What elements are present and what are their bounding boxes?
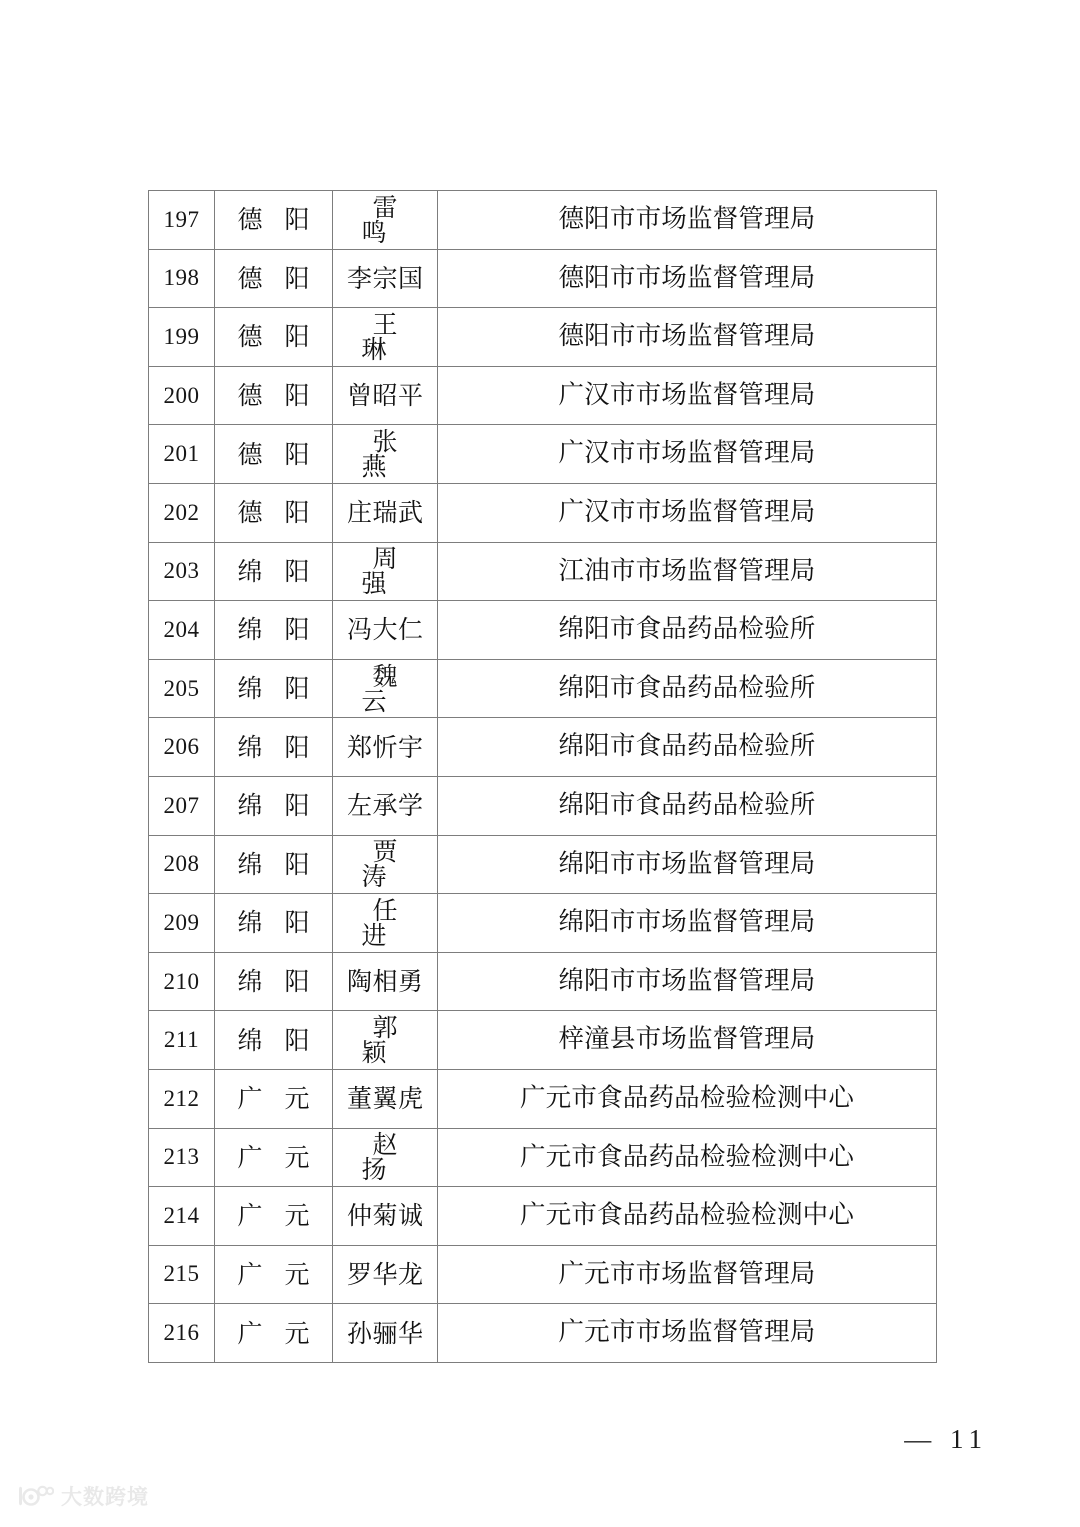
cell-serial-number-text: 202 (163, 499, 200, 525)
roster-table-container (148, 190, 936, 1363)
cell-organization-text: 绵阳市食品药品检验所 (558, 789, 816, 820)
cell-serial-number (149, 366, 215, 425)
cell-city-text: 德阳 (237, 322, 332, 352)
table-row (149, 601, 937, 660)
cell-person-name-text: 雷鸣 (361, 192, 420, 247)
table-row (149, 1304, 937, 1363)
cell-organization-text: 绵阳市市场监督管理局 (558, 848, 816, 879)
cell-serial-number-text: 213 (163, 1144, 200, 1170)
cell-serial-number (149, 1187, 215, 1246)
cell-city-text: 绵阳 (237, 791, 332, 821)
cell-person-name-text: 董翼虎 (346, 1084, 424, 1114)
table-row (149, 542, 937, 601)
cell-city (215, 894, 333, 953)
table-row (149, 1128, 937, 1187)
cell-city (215, 542, 333, 601)
cell-serial-number-text: 200 (163, 382, 200, 408)
cell-city-text: 绵阳 (237, 615, 332, 645)
cell-organization (438, 718, 937, 777)
cell-person-name-text: 陶相勇 (346, 967, 424, 997)
cell-serial-number (149, 191, 215, 250)
cell-city-text: 广元 (237, 1084, 332, 1114)
cell-serial-number-text: 204 (163, 616, 200, 642)
cell-organization (438, 308, 937, 367)
cell-city (215, 308, 333, 367)
cell-city (215, 659, 333, 718)
cell-organization-text: 绵阳市市场监督管理局 (558, 907, 816, 938)
table-row (149, 1011, 937, 1070)
table-row (149, 718, 937, 777)
cell-organization-text: 绵阳市食品药品检验所 (558, 731, 816, 762)
cell-person-name-text: 贾涛 (361, 837, 420, 892)
cell-person-name-text: 张燕 (361, 427, 420, 482)
cell-organization-text: 广汉市市场监督管理局 (558, 497, 816, 528)
cell-person-name-text: 王琳 (361, 309, 420, 364)
cell-city (215, 718, 333, 777)
cell-person-name-text: 庄瑞武 (346, 498, 424, 528)
cell-person-name-text: 冯大仁 (346, 615, 424, 645)
cell-person-name (333, 308, 438, 367)
cell-city-text: 绵阳 (237, 674, 332, 704)
cell-person-name (333, 1128, 438, 1187)
cell-city (215, 366, 333, 425)
cell-organization (438, 601, 937, 660)
cell-city-text: 绵阳 (237, 556, 332, 586)
cell-city (215, 835, 333, 894)
cell-organization (438, 894, 937, 953)
cell-organization-text: 绵阳市食品药品检验所 (558, 672, 816, 703)
cell-organization (438, 659, 937, 718)
cell-city-text: 德阳 (237, 205, 332, 235)
cell-serial-number (149, 1069, 215, 1128)
cell-serial-number (149, 835, 215, 894)
cell-organization (438, 1128, 937, 1187)
cell-city (215, 249, 333, 308)
cell-person-name (333, 1245, 438, 1304)
cell-city-text: 广元 (237, 1201, 332, 1231)
cell-organization-text: 广元市食品药品检验检测中心 (519, 1200, 855, 1231)
cell-serial-number-text: 198 (163, 265, 200, 291)
table-row (149, 308, 937, 367)
cell-organization-text: 广汉市市场监督管理局 (558, 379, 816, 410)
cell-organization-text: 绵阳市市场监督管理局 (558, 965, 816, 996)
cell-serial-number (149, 542, 215, 601)
cell-city-text: 绵阳 (237, 908, 332, 938)
cell-person-name-text: 左承学 (346, 791, 424, 821)
watermark (16, 1481, 149, 1511)
cell-organization (438, 1245, 937, 1304)
cell-city (215, 1187, 333, 1246)
cell-city-text: 德阳 (237, 498, 332, 528)
cell-serial-number-text: 214 (163, 1202, 200, 1228)
cell-city-text: 绵阳 (237, 967, 332, 997)
cell-city-text: 德阳 (237, 439, 332, 469)
cell-person-name (333, 952, 438, 1011)
cell-organization (438, 366, 937, 425)
watermark-label: 大数跨境 (61, 1485, 149, 1509)
cell-city (215, 425, 333, 484)
cell-city-text: 绵阳 (237, 732, 332, 762)
cell-city-text: 广元 (237, 1259, 332, 1289)
cell-serial-number (149, 308, 215, 367)
cell-serial-number-text: 215 (163, 1261, 200, 1287)
cell-city (215, 191, 333, 250)
cell-city-text: 德阳 (237, 381, 332, 411)
cell-city (215, 1245, 333, 1304)
cell-serial-number-text: 205 (163, 675, 200, 701)
cell-serial-number-text: 212 (163, 1085, 200, 1111)
cell-serial-number (149, 659, 215, 718)
cell-serial-number (149, 249, 215, 308)
cell-serial-number-text: 210 (163, 968, 200, 994)
roster-table-body (149, 191, 937, 1363)
cell-organization-text: 广元市食品药品检验检测中心 (519, 1141, 855, 1172)
cell-city (215, 1011, 333, 1070)
cell-serial-number-text: 216 (163, 1320, 200, 1346)
cell-city (215, 776, 333, 835)
cell-serial-number-text: 211 (163, 1027, 200, 1053)
cell-serial-number (149, 1128, 215, 1187)
cell-organization (438, 835, 937, 894)
cell-organization-text: 德阳市市场监督管理局 (558, 204, 816, 235)
cell-organization-text: 德阳市市场监督管理局 (558, 262, 816, 293)
cell-serial-number (149, 425, 215, 484)
cell-person-name (333, 1304, 438, 1363)
cell-person-name (333, 718, 438, 777)
cell-person-name (333, 483, 438, 542)
cell-person-name (333, 1011, 438, 1070)
cell-person-name (333, 366, 438, 425)
cell-person-name (333, 191, 438, 250)
cell-person-name (333, 835, 438, 894)
cell-person-name (333, 776, 438, 835)
cell-city (215, 952, 333, 1011)
cell-city (215, 483, 333, 542)
table-row (149, 659, 937, 718)
table-row (149, 952, 937, 1011)
page-number: — 11 (904, 1424, 988, 1454)
cell-person-name-text: 罗华龙 (346, 1259, 424, 1289)
cell-organization-text: 广元市市场监督管理局 (558, 1317, 816, 1348)
table-row (149, 1069, 937, 1128)
cell-serial-number (149, 1011, 215, 1070)
cell-person-name (333, 894, 438, 953)
cell-person-name-text: 李宗国 (346, 263, 424, 293)
cell-organization (438, 1187, 937, 1246)
cell-city-text: 广元 (237, 1142, 332, 1172)
cell-organization-text: 梓潼县市场监督管理局 (558, 1024, 816, 1055)
cell-person-name-text: 郑忻宇 (346, 732, 424, 762)
cell-city (215, 601, 333, 660)
cell-organization-text: 江油市市场监督管理局 (558, 555, 816, 586)
cell-organization-text: 广元市市场监督管理局 (558, 1258, 816, 1289)
cell-serial-number-text: 203 (163, 558, 200, 584)
cell-person-name-text: 任进 (361, 895, 420, 950)
cell-organization (438, 1304, 937, 1363)
roster-table (148, 190, 937, 1363)
cell-serial-number-text: 206 (163, 734, 200, 760)
cell-person-name (333, 1187, 438, 1246)
cell-organization-text: 德阳市市场监督管理局 (558, 321, 816, 352)
table-row (149, 425, 937, 484)
cell-person-name-text: 郭颖 (361, 1013, 420, 1068)
cell-serial-number (149, 776, 215, 835)
eye-logo-icon (16, 1485, 54, 1507)
table-row (149, 894, 937, 953)
cell-organization-text: 广汉市市场监督管理局 (558, 438, 816, 469)
cell-person-name (333, 425, 438, 484)
cell-organization (438, 1069, 937, 1128)
cell-serial-number (149, 894, 215, 953)
cell-city (215, 1069, 333, 1128)
cell-person-name-text: 赵扬 (361, 1130, 420, 1185)
table-row (149, 483, 937, 542)
cell-person-name (333, 542, 438, 601)
cell-person-name (333, 659, 438, 718)
cell-serial-number (149, 718, 215, 777)
table-row (149, 776, 937, 835)
cell-organization (438, 1011, 937, 1070)
cell-organization (438, 952, 937, 1011)
cell-organization-text: 绵阳市食品药品检验所 (558, 614, 816, 645)
cell-serial-number-text: 207 (163, 792, 200, 818)
cell-organization-text: 广元市食品药品检验检测中心 (519, 1082, 855, 1113)
table-row (149, 1187, 937, 1246)
cell-city (215, 1128, 333, 1187)
cell-person-name-text: 魏云 (361, 661, 420, 716)
cell-person-name (333, 1069, 438, 1128)
cell-serial-number-text: 199 (163, 323, 200, 349)
cell-city-text: 广元 (237, 1318, 332, 1348)
cell-person-name-text: 孙骊华 (346, 1318, 424, 1348)
cell-organization (438, 776, 937, 835)
table-row (149, 835, 937, 894)
cell-serial-number (149, 952, 215, 1011)
cell-serial-number (149, 1304, 215, 1363)
cell-city-text: 绵阳 (237, 849, 332, 879)
cell-person-name-text: 曾昭平 (346, 381, 424, 411)
cell-person-name-text: 仲菊诚 (346, 1201, 424, 1231)
table-row (149, 191, 937, 250)
cell-organization (438, 191, 937, 250)
cell-person-name (333, 601, 438, 660)
cell-city (215, 1304, 333, 1363)
cell-serial-number-text: 208 (163, 851, 200, 877)
table-row (149, 366, 937, 425)
table-row (149, 1245, 937, 1304)
cell-serial-number-text: 209 (163, 909, 200, 935)
cell-person-name-text: 周强 (361, 544, 420, 599)
cell-organization (438, 542, 937, 601)
cell-organization (438, 483, 937, 542)
cell-serial-number (149, 483, 215, 542)
cell-person-name (333, 249, 438, 308)
cell-city-text: 德阳 (237, 263, 332, 293)
cell-serial-number-text: 197 (163, 206, 200, 232)
cell-serial-number-text: 201 (163, 441, 200, 467)
table-row (149, 249, 937, 308)
cell-serial-number (149, 1245, 215, 1304)
cell-organization (438, 249, 937, 308)
cell-serial-number (149, 601, 215, 660)
cell-organization (438, 425, 937, 484)
cell-city-text: 绵阳 (237, 1025, 332, 1055)
